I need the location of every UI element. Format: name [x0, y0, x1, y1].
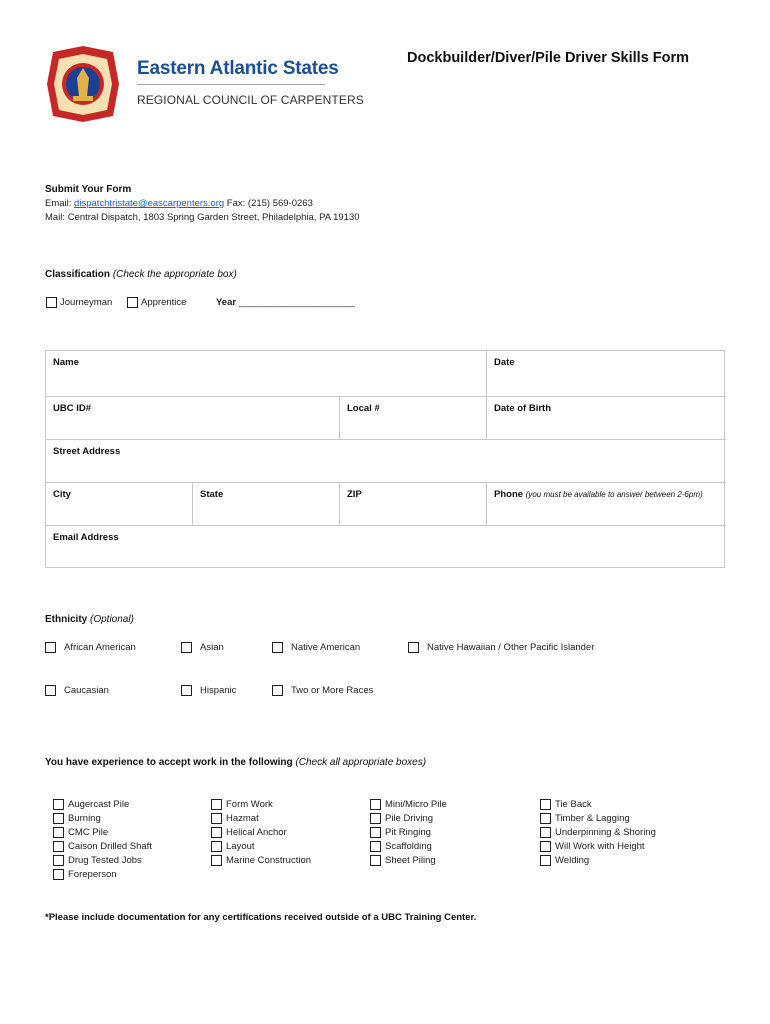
option-label: Native Hawaiian / Other Pacific Islander [427, 642, 595, 654]
skill-item[interactable] [53, 798, 152, 812]
apprentice-label: Apprentice [141, 297, 187, 309]
dob-label: Date of Birth [494, 403, 551, 414]
street-cell[interactable] [46, 440, 726, 483]
ethnicity-title: Ethnicity [45, 614, 88, 625]
skill-item[interactable] [540, 826, 656, 840]
skill-label: Hazmat [226, 813, 259, 824]
skill-item[interactable] [211, 840, 311, 854]
local-label: Local # [347, 403, 380, 414]
submit-heading: Submit Your Form [45, 184, 132, 195]
checkbox[interactable] [370, 799, 381, 810]
checkbox[interactable] [540, 841, 551, 852]
checkbox[interactable] [181, 685, 192, 696]
phone-label-group [494, 489, 703, 500]
state-cell[interactable] [193, 483, 340, 526]
experience-column-1 [53, 798, 152, 882]
ubc-id-cell[interactable] [46, 397, 340, 440]
experience-column-2 [211, 798, 311, 868]
dispatch-email-link[interactable]: dispatchtristate@eascarpenters.org [74, 198, 225, 209]
skill-label: Pit Ringing [385, 827, 431, 838]
phone-hint: (you must be available to answer between 2-6pm) [525, 490, 703, 499]
checkbox[interactable] [181, 642, 192, 653]
skill-item[interactable] [53, 868, 152, 882]
street-label: Street Address [53, 446, 121, 457]
ubc-id-label: UBC ID# [53, 403, 92, 414]
org-subtitle: REGIONAL COUNCIL OF CARPENTERS [137, 93, 364, 107]
skill-label: Helical Anchor [226, 827, 287, 838]
skill-label: Augercast Pile [68, 799, 130, 810]
checkbox[interactable] [211, 799, 222, 810]
skill-item[interactable] [370, 826, 447, 840]
checkbox[interactable] [53, 799, 64, 810]
dob-cell[interactable] [487, 397, 726, 440]
skill-label: Pile Driving [385, 813, 434, 824]
option-label: Native American [291, 642, 361, 654]
email-address-label: Email Address [53, 532, 119, 543]
ethnicity-two-or-more[interactable] [272, 685, 373, 696]
phone-cell[interactable] [487, 483, 726, 526]
date-label: Date [494, 357, 515, 368]
option-label: Asian [200, 642, 224, 654]
year-field[interactable] [216, 297, 355, 308]
checkbox[interactable] [540, 813, 551, 824]
checkbox[interactable] [211, 841, 222, 852]
checkbox[interactable] [370, 827, 381, 838]
ethnicity-caucasian[interactable] [45, 685, 109, 696]
checkbox[interactable] [53, 841, 64, 852]
skill-label: Foreperson [68, 869, 117, 880]
email-cell[interactable] [46, 526, 726, 567]
fax-text: Fax: (215) 569-0263 [226, 198, 313, 209]
form-title: Dockbuilder/Diver/Pile Driver Skills Form [407, 50, 690, 66]
skill-label: Will Work with Height [555, 841, 645, 852]
classification-title: Classification [45, 269, 111, 280]
org-name: Eastern Atlantic States [137, 58, 339, 79]
checkbox[interactable] [211, 855, 222, 866]
skill-label: Welding [555, 855, 590, 866]
option-label: Caucasian [64, 685, 109, 697]
skill-item[interactable] [53, 826, 152, 840]
experience-hint: (Check all appropriate boxes) [295, 757, 427, 768]
option-label: African American [64, 642, 136, 654]
ethnicity-african-american[interactable] [45, 642, 136, 653]
year-blank-line[interactable]: ______________________ [238, 297, 355, 308]
skill-label: Scaffolding [385, 841, 432, 852]
ethnicity-heading [45, 614, 134, 625]
checkbox[interactable] [540, 799, 551, 810]
phone-label: Phone [494, 489, 524, 500]
skill-label: Underpinning & Shoring [555, 827, 656, 838]
skill-label: Layout [226, 841, 255, 852]
ethnicity-native-american[interactable] [272, 642, 360, 653]
checkbox[interactable] [45, 685, 56, 696]
local-cell[interactable] [340, 397, 487, 440]
year-label: Year [216, 297, 237, 308]
skill-item[interactable] [53, 840, 152, 854]
skill-item[interactable] [211, 812, 311, 826]
classification-apprentice[interactable] [127, 297, 186, 308]
classification-journeyman[interactable] [46, 297, 112, 308]
option-label: Hispanic [200, 685, 237, 697]
skill-label: Drug Tested Jobs [68, 855, 142, 866]
checkbox[interactable] [211, 827, 222, 838]
checkbox[interactable] [53, 869, 64, 880]
carpenters-union-seal-logo [43, 44, 123, 124]
checkbox[interactable] [53, 813, 64, 824]
skill-item[interactable] [540, 798, 656, 812]
city-label: City [53, 489, 71, 500]
checkbox[interactable] [127, 297, 138, 308]
email-label: Email: [45, 198, 72, 209]
skill-label: Marine Construction [226, 855, 312, 866]
skill-label: Burning [68, 813, 101, 824]
ethnicity-hispanic[interactable] [181, 685, 236, 696]
checkbox[interactable] [53, 827, 64, 838]
skill-item[interactable] [211, 826, 311, 840]
skill-item[interactable] [370, 854, 447, 868]
checkbox[interactable] [211, 813, 222, 824]
checkbox[interactable] [53, 855, 64, 866]
checkbox[interactable] [370, 841, 381, 852]
skill-label: Form Work [226, 799, 273, 810]
personal-info-grid [45, 350, 725, 568]
option-label: Two or More Races [291, 685, 374, 697]
experience-column-3 [370, 798, 447, 868]
city-cell[interactable] [46, 483, 193, 526]
skill-label: Tie Back [555, 799, 592, 810]
checkbox[interactable] [45, 642, 56, 653]
skill-label: Sheet Piling [385, 855, 436, 866]
zip-cell[interactable] [340, 483, 487, 526]
name-label: Name [53, 357, 79, 368]
experience-heading [45, 757, 426, 768]
ethnicity-asian[interactable] [181, 642, 224, 653]
classification-heading [45, 269, 237, 280]
state-label: State [200, 489, 224, 500]
org-divider [137, 84, 325, 85]
ethnicity-hint: (Optional) [90, 614, 134, 625]
skill-item[interactable] [370, 840, 447, 854]
skill-label: Caison Drilled Shaft [68, 841, 152, 852]
skill-item[interactable] [211, 854, 311, 868]
skill-item[interactable] [540, 812, 656, 826]
mail-address: Mail: Central Dispatch, 1803 Spring Garden Street, Philadelphia, PA 19130 [45, 212, 360, 223]
skill-item[interactable] [540, 854, 656, 868]
checkbox[interactable] [370, 813, 381, 824]
journeyman-label: Journeyman [60, 297, 113, 309]
skill-item[interactable] [370, 798, 447, 812]
skill-item[interactable] [540, 840, 656, 854]
checkbox[interactable] [46, 297, 57, 308]
zip-label: ZIP [347, 489, 362, 500]
name-cell[interactable] [46, 351, 487, 397]
skill-item[interactable] [53, 812, 152, 826]
checkbox[interactable] [272, 642, 283, 653]
checkbox[interactable] [540, 827, 551, 838]
experience-column-4 [540, 798, 656, 868]
checkbox[interactable] [408, 642, 419, 653]
skill-label: Timber & Lagging [555, 813, 630, 824]
skill-item[interactable] [211, 798, 311, 812]
skill-item[interactable] [370, 812, 447, 826]
skill-item[interactable] [53, 854, 152, 868]
submit-email-line [45, 198, 313, 209]
date-cell[interactable] [487, 351, 726, 397]
ethnicity-native-hawaiian[interactable] [408, 642, 594, 653]
skill-label: Mini/Micro Pile [385, 799, 447, 810]
classification-hint: (Check the appropriate box) [112, 269, 237, 280]
checkbox[interactable] [370, 855, 381, 866]
certification-note: *Please include documentation for any certifications received outside of a UBC Training Center. [45, 912, 477, 923]
skill-label: CMC Pile [68, 827, 109, 838]
checkbox[interactable] [272, 685, 283, 696]
experience-title: You have experience to accept work in the following [45, 757, 293, 768]
checkbox[interactable] [540, 855, 551, 866]
